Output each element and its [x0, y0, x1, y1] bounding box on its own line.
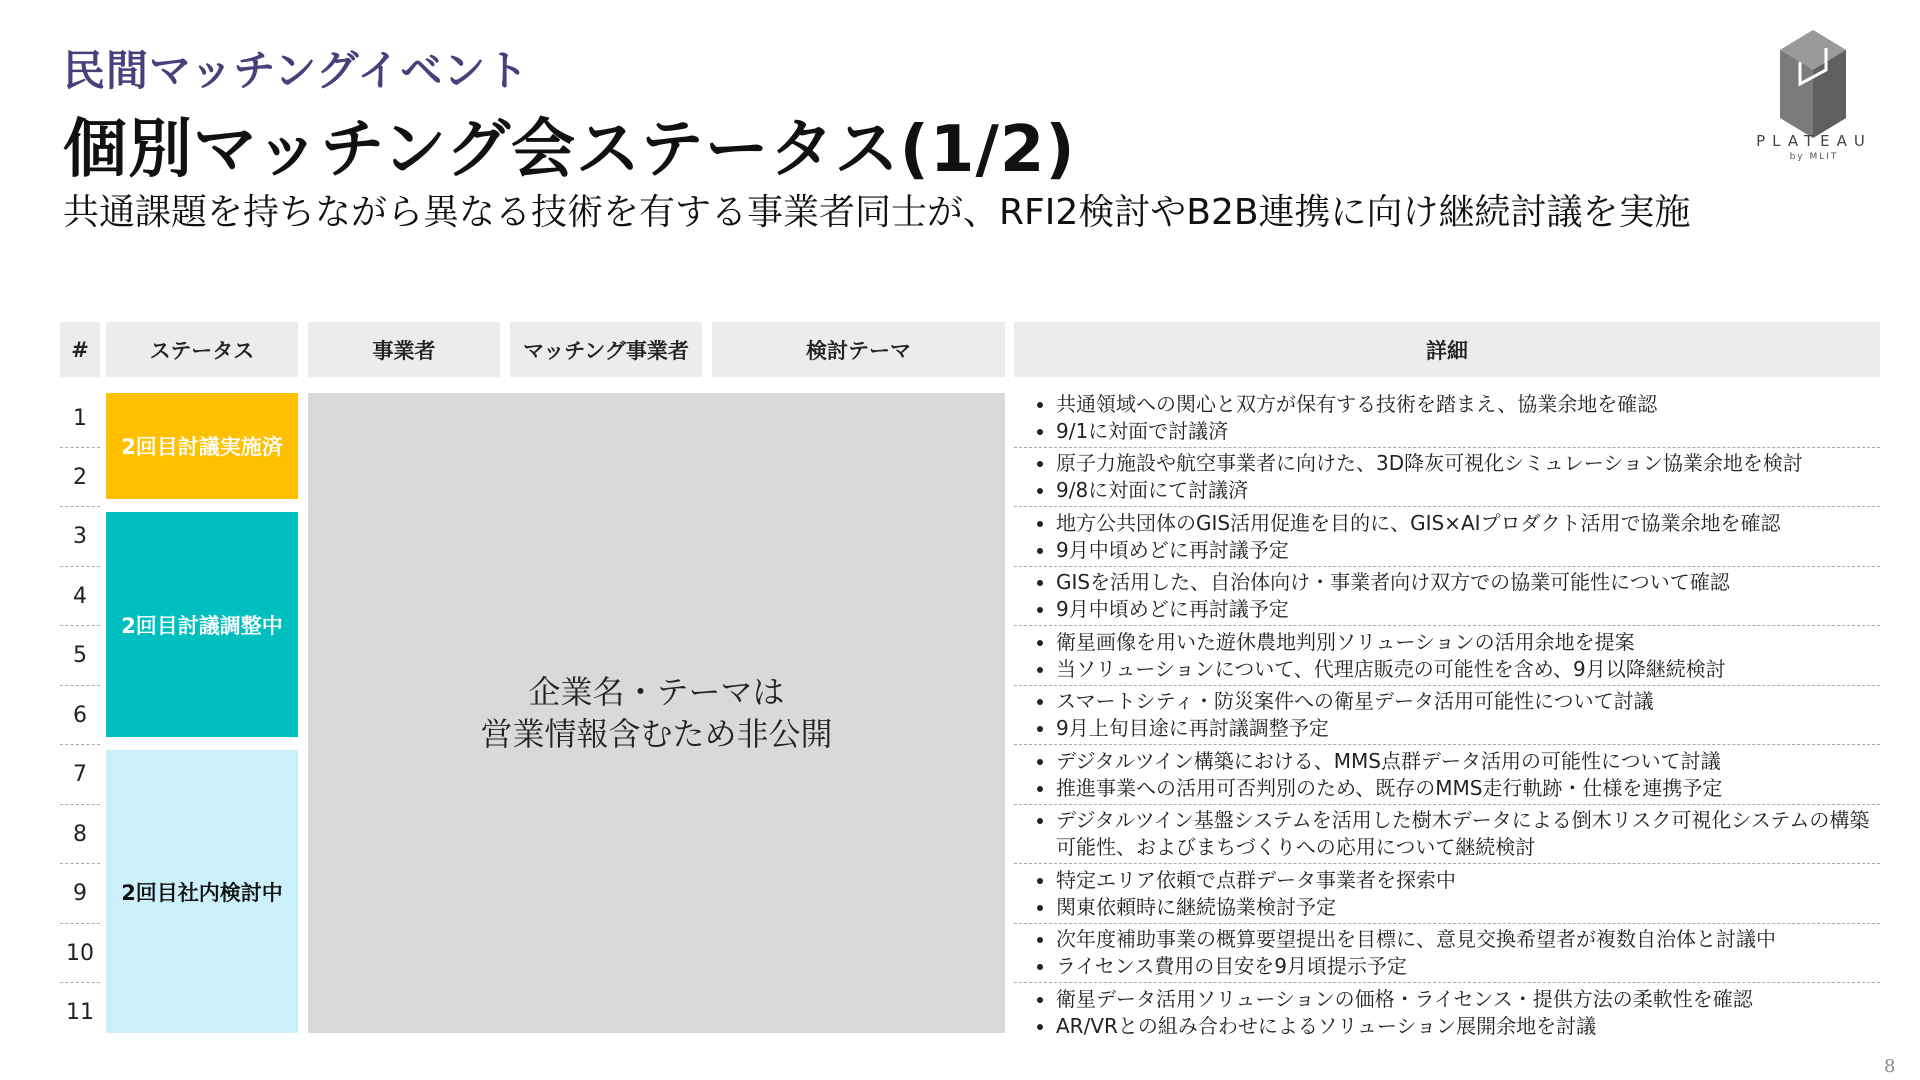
row-separator [1014, 566, 1880, 567]
header-num: # [60, 322, 100, 377]
row-separator [1014, 804, 1880, 805]
row-separator [1014, 625, 1880, 626]
detail-item: • 衛星画像を用いた遊休農地判別ソリューションの活用余地を提案 [1056, 629, 1880, 656]
detail-item: • 9/8に対面にて討議済 [1056, 477, 1880, 504]
status-badge-internal-review: 2回目社内検討中 [106, 750, 298, 1033]
row-separator [1014, 447, 1880, 448]
header-detail: 詳細 [1014, 322, 1880, 377]
row-number: 1 [73, 405, 87, 431]
detail-cell [1014, 510, 1880, 564]
detail-item: • 衛星データ活用ソリューションの価格・ライセンス・提供方法の柔軟性を確認 [1056, 986, 1880, 1013]
detail-cell [1014, 569, 1880, 623]
detail-cell [1014, 748, 1880, 802]
row-separator [1014, 982, 1880, 983]
detail-cell [1014, 688, 1880, 742]
plateau-logo-icon [1738, 14, 1888, 174]
detail-item: • デジタルツイン基盤システムを活用した樹木データによる倒木リスク可視化システムの構築可能性、およびまちづくりへの応用について継続検討 [1056, 807, 1880, 861]
row-number: 5 [73, 642, 87, 668]
detail-item: • 9月中頃めどに再討議予定 [1056, 596, 1880, 623]
detail-item: • 9/1に対面で討議済 [1056, 418, 1880, 445]
confidential-cell [308, 393, 1005, 1033]
page-title: 個別マッチング会ステータス(1/2) [63, 113, 1076, 187]
detail-cell [1014, 629, 1880, 683]
header-status: ステータス [106, 322, 298, 377]
row-separator [1014, 506, 1880, 507]
detail-item: • 推進事業への活用可否判別のため、既存のMMS走行軌跡・仕様を連携予定 [1056, 775, 1880, 802]
detail-item: • AR/VRとの組み合わせによるソリューション展開余地を討議 [1056, 1013, 1880, 1040]
detail-item: • 共通領域への関心と双方が保有する技術を踏まえ、協業余地を確認 [1056, 391, 1880, 418]
logo-wordmark: PLATEAU [1756, 132, 1872, 150]
row-separator [1014, 923, 1880, 924]
detail-item: • 当ソリューションについて、代理店販売の可能性を含め、9月以降継続検討 [1056, 656, 1880, 683]
page-subtitle: 共通課題を持ちながら異なる技術を有する事業者同士が、RFI2検討やB2B連携に向け継続討議を実施 [63, 192, 1691, 233]
detail-cell [1014, 807, 1880, 861]
logo-subtext: by MLIT [1789, 152, 1839, 162]
detail-item: • ライセンス費用の目安を9月頃提示予定 [1056, 953, 1880, 980]
row-number: 8 [73, 821, 87, 847]
detail-item: • 地方公共団体のGIS活用促進を目的に、GIS×AIプロダクト活用で協業余地を確認 [1056, 510, 1880, 537]
category-title: 民間マッチングイベント [63, 46, 530, 95]
row-number: 11 [66, 999, 94, 1025]
detail-item: • 関東依頼時に継続協業検討予定 [1056, 894, 1880, 921]
detail-item: • 9月中頃めどに再討議予定 [1056, 537, 1880, 564]
detail-item: • 原子力施設や航空事業者に向けた、3D降灰可視化シミュレーション協業余地を検討 [1056, 450, 1880, 477]
row-number: 6 [73, 702, 87, 728]
header-theme: 検討テーマ [712, 322, 1005, 377]
detail-item: • デジタルツイン構築における、MMS点群データ活用の可能性について討議 [1056, 748, 1880, 775]
row-number: 7 [73, 761, 87, 787]
status-badge-scheduling: 2回目討議調整中 [106, 512, 298, 737]
detail-item: • 特定エリア依頼で点群データ事業者を探索中 [1056, 867, 1880, 894]
header-matching: マッチング事業者 [510, 322, 702, 377]
detail-item: • スマートシティ・防災案件への衛星データ活用可能性について討議 [1056, 688, 1880, 715]
detail-item: • 次年度補助事業の概算要望提出を目標に、意見交換希望者が複数自治体と討議中 [1056, 926, 1880, 953]
row-number: 3 [73, 523, 87, 549]
row-number: 2 [73, 464, 87, 490]
row-separator [1014, 744, 1880, 745]
page-number: 8 [1884, 1056, 1896, 1077]
detail-cell [1014, 450, 1880, 504]
row-separator [1014, 863, 1880, 864]
detail-item: • GISを活用した、自治体向け・事業者向け双方での協業可能性について確認 [1056, 569, 1880, 596]
header-company: 事業者 [308, 322, 500, 377]
row-separator [1014, 685, 1880, 686]
detail-cell [1014, 986, 1880, 1040]
detail-cell [1014, 926, 1880, 980]
detail-cell [1014, 867, 1880, 921]
detail-item: • 9月上旬目途に再討議調整予定 [1056, 715, 1880, 742]
status-badge-discussed: 2回目討議実施済 [106, 393, 298, 499]
row-number: 10 [66, 940, 94, 966]
row-number: 9 [73, 880, 87, 906]
detail-cell [1014, 391, 1880, 445]
row-number: 4 [73, 583, 87, 609]
confidential-note: 企業名・テーマは 営業情報含むため非公開 [480, 673, 833, 753]
